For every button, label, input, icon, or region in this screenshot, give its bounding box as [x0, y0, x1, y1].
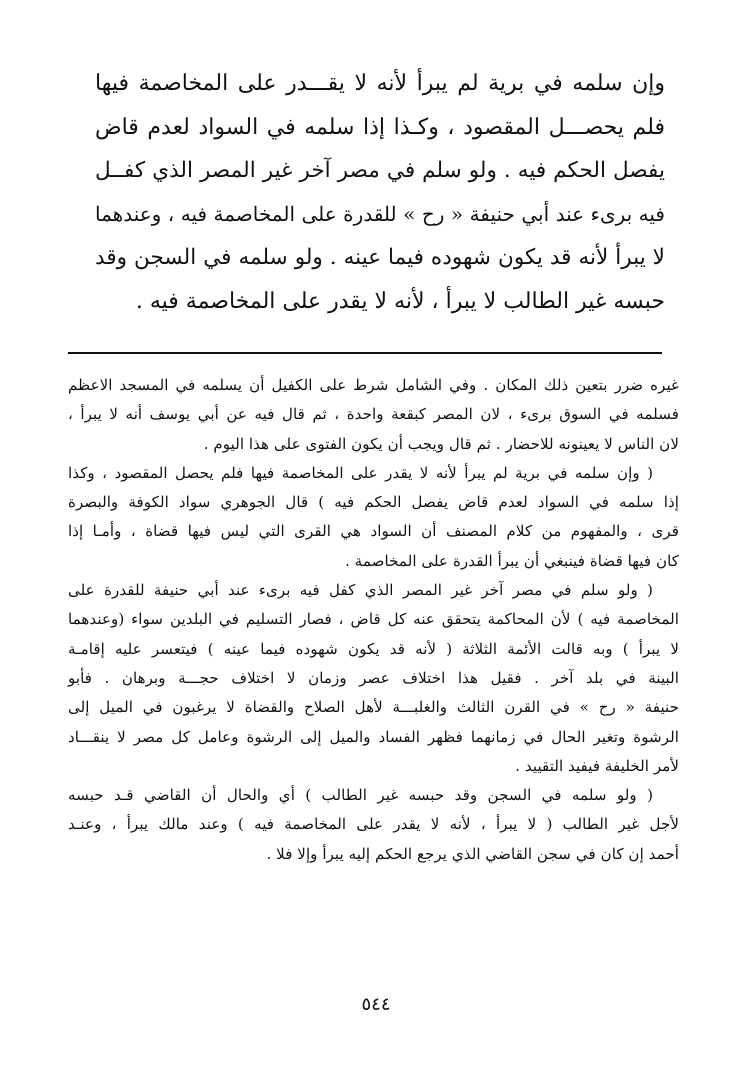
- commentary-line: ( ولو سلمه في السجن وقد حبسه غير الطالب ) أي والحال أن القاضي قـد حبسه: [68, 786, 653, 805]
- commentary-line: إذا سلمه في السواد لعدم قاض يفصل الحكم فيه ) قال الجوهري سواد الكوفة والبصرة: [68, 493, 679, 512]
- commentary-line: الرشوة وتغير الحال في زمانهما فظهر الفساد والميل إلى الرشوة وعامل كل مصر لا ينقـــاد: [68, 727, 679, 746]
- page-number: ٥٤٤: [361, 994, 391, 1015]
- commentary-paragraph: [68, 459, 679, 576]
- commentary-paragraph: [68, 371, 679, 459]
- commentary-line: البينة في بلد آخر . فقيل هذا اختلاف عصر وزمان لا اختلاف حجـــة وبرهان . فأبو: [68, 668, 679, 687]
- commentary-paragraph: [68, 781, 679, 869]
- main-text-line: حبسه غير الطالب لا يبرأ ، لأنه لا يقدر على المخاصمة فيه .: [135, 288, 665, 314]
- section-divider: [68, 352, 662, 354]
- main-text-line: فيه برىء عند أبي حنيفة « رح » للقدرة على المخاصمة فيه ، وعندهما: [95, 201, 665, 226]
- commentary-line: المخاصمة فيه ) لأن المحاكمة يتحقق عنه كل قاض ، فصار التسليم في البلدين سواء (وعندهما: [68, 610, 679, 629]
- commentary-line: ( وإن سلمه في برية لم يبرأ لأنه لا يقدر على المخاصمة فيها فلم يحصل المقصود ، وكذا: [68, 463, 653, 482]
- commentary-line: فسلمه في السوق برىء ، لان المصر كبقعة واحدة ، ثم قال فيه عن أبي يوسف أنه لا يبرأ ،: [68, 405, 679, 424]
- commentary-paragraph: [68, 576, 679, 781]
- commentary-block: [68, 371, 679, 869]
- commentary-line: قرى ، والمفهوم من كلام المصنف أن السواد هي القرى التي ليس فيها قضاة ، وأمـا إذا: [68, 522, 679, 541]
- commentary-line: لأمر الخليفة فيفيد التقييد .: [515, 756, 679, 775]
- commentary-line: لأجل غير الطالب ( لا يبرأ ، لأنه لا يقدر على المخاصمة فيه ) وعند مالك يبرأ ، وعنـد: [68, 815, 679, 834]
- main-text-line: لا يبرأ لأنه قد يكون شهوده فيما عينه . ولو سلمه في السجن وقد: [95, 245, 665, 270]
- commentary-line: غيره ضرر بتعين ذلك المكان . وفي الشامل شرط على الكفيل أن يسلمه في المسجد الاعظم: [68, 376, 679, 394]
- commentary-line: لا يبرأ ) وبه قالت الأئمة الثلاثة ( لأنه قد يكون شهوده فيما عينه ) فيتعسر عليه إقامـة: [68, 639, 679, 658]
- main-text-line: يفصل الحكم فيه . ولو سلم في مصر آخر غير المصر الذي كفــل: [95, 158, 665, 183]
- commentary-line: أحمد إن كان في سجن القاضي الذي يرجع الحكم إليه يبرأ وإلا فلا .: [266, 844, 679, 863]
- commentary-line: ( ولو سلم في مصر آخر غير المصر الذي كفل فيه برىء عند أبي حنيفة للقدرة على: [68, 581, 653, 600]
- commentary-line: كان فيها قضاة فينبغي أن يبرأ القدرة على المخاصمة .: [345, 551, 679, 570]
- commentary-line: لان الناس لا يعينونه للاحضار . ثم قال ويجب أن يكون الفتوى على هذا اليوم .: [203, 434, 679, 453]
- main-text-block: [95, 62, 665, 323]
- main-text-line: فلم يحصـــل المقصود ، وكـذا إذا سلمه في السواد لعدم قاض: [95, 114, 665, 140]
- main-text-line: وإن سلمه في برية لم يبرأ لأنه لا يقـــدر على المخاصمة فيها: [95, 71, 665, 96]
- commentary-line: حنيفة « رح » في القرن الثالث والغلبـــة لأهل الصلاح والقضاة لا يرغبون في الميل إلى: [68, 698, 679, 717]
